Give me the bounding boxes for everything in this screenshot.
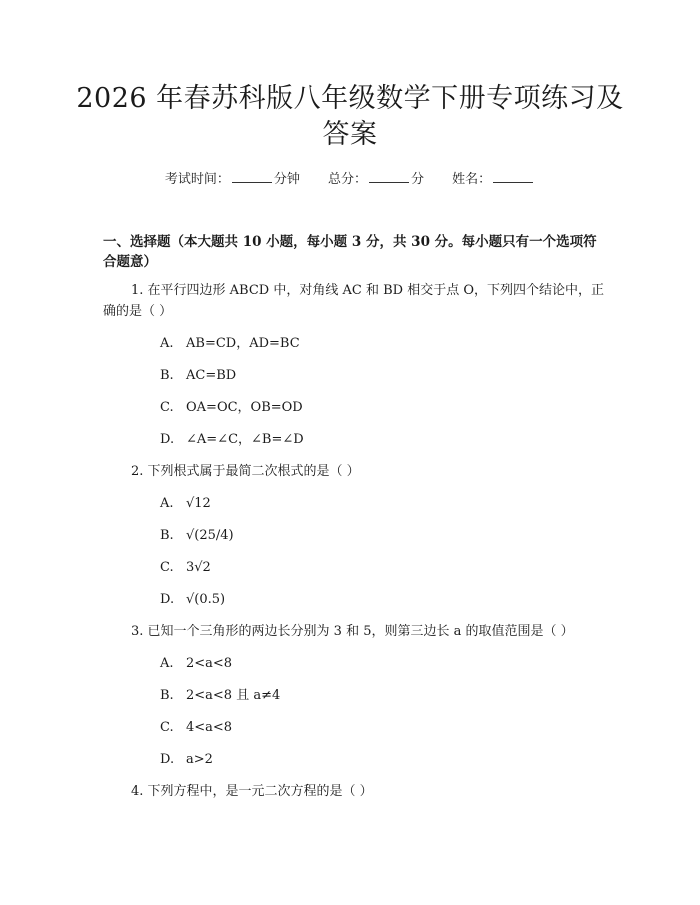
- option-letter: C.: [160, 400, 174, 415]
- option-letter: B.: [160, 528, 174, 543]
- exam-time: [165, 168, 300, 187]
- option-letter: B.: [160, 688, 174, 703]
- option-letter: D.: [160, 752, 175, 767]
- question-1-option-d: [160, 430, 304, 450]
- exam-time-unit: 分钟: [273, 172, 300, 187]
- question-4-stem: 4. 下列方程中，是一元二次方程的是（ ）: [131, 784, 373, 799]
- page-title-line-1: 2026 年春苏科版八年级数学下册专项练习及: [76, 83, 624, 114]
- section-heading: [103, 232, 603, 272]
- question-1-option-b: [160, 366, 236, 386]
- page-title-line-2: 答案: [322, 119, 378, 150]
- option-letter: D.: [160, 592, 175, 607]
- exam-score-blank: [369, 170, 409, 183]
- option-text: 2<a<8 且 a≠4: [186, 688, 281, 703]
- question-3-stem: 3. 已知一个三角形的两边长分别为 3 和 5，则第三边长 a 的取值范围是（ ）: [131, 624, 574, 639]
- question-2-stem: 2. 下列根式属于最简二次根式的是（ ）: [131, 464, 360, 479]
- option-letter: C.: [160, 720, 174, 735]
- question-1-option-a: [160, 334, 300, 354]
- option-text: 3√2: [186, 560, 211, 575]
- option-letter: C.: [160, 560, 174, 575]
- option-text: AC=BD: [186, 368, 237, 383]
- option-letter: D.: [160, 432, 175, 447]
- option-text: 4<a<8: [186, 720, 233, 735]
- option-text: AB=CD，AD=BC: [186, 336, 300, 351]
- question-2-option-d: [160, 590, 225, 610]
- exam-name-label: 姓名：: [452, 172, 492, 187]
- section-heading-line-2: 合题意）: [103, 254, 157, 270]
- exam-time-label: 考试时间：: [164, 172, 230, 187]
- question-3-option-d: [160, 750, 213, 770]
- question-2-option-a: [160, 494, 211, 514]
- question-2-option-c: [160, 558, 211, 578]
- exam-name: [452, 168, 535, 187]
- option-text: √12: [186, 496, 211, 511]
- question-1-stem-cont: 确的是（ ）: [103, 304, 173, 319]
- option-letter: B.: [160, 368, 174, 383]
- option-text: √(25/4): [186, 528, 234, 543]
- question-1-option-c: [160, 398, 303, 418]
- exam-meta: [0, 168, 700, 187]
- question-2-option-b: [160, 526, 234, 546]
- question-3-option-b: [160, 686, 280, 706]
- exam-score-label: 总分：: [327, 172, 367, 187]
- section-heading-line-1: 一、选择题（本大题共 10 小题，每小题 3 分，共 30 分。每小题只有一个选项符: [103, 234, 597, 250]
- exam-time-blank: [232, 170, 272, 183]
- option-letter: A.: [160, 336, 174, 351]
- option-text: ∠A=∠C，∠B=∠D: [186, 432, 304, 447]
- option-text: OA=OC，OB=OD: [186, 400, 303, 415]
- option-text: 2<a<8: [186, 656, 233, 671]
- question-1-stem: 1. 在平行四边形 ABCD 中，对角线 AC 和 BD 相交于点 O，下列四个结论中，正: [131, 283, 604, 298]
- option-letter: A.: [160, 656, 174, 671]
- question-3-option-c: [160, 718, 232, 738]
- option-letter: A.: [160, 496, 174, 511]
- exam-name-blank: [493, 170, 533, 183]
- exam-score-unit: 分: [411, 172, 425, 187]
- question-3-option-a: [160, 654, 232, 674]
- option-text: a>2: [186, 752, 213, 767]
- option-text: √(0.5): [186, 592, 226, 607]
- exam-score: [328, 168, 424, 187]
